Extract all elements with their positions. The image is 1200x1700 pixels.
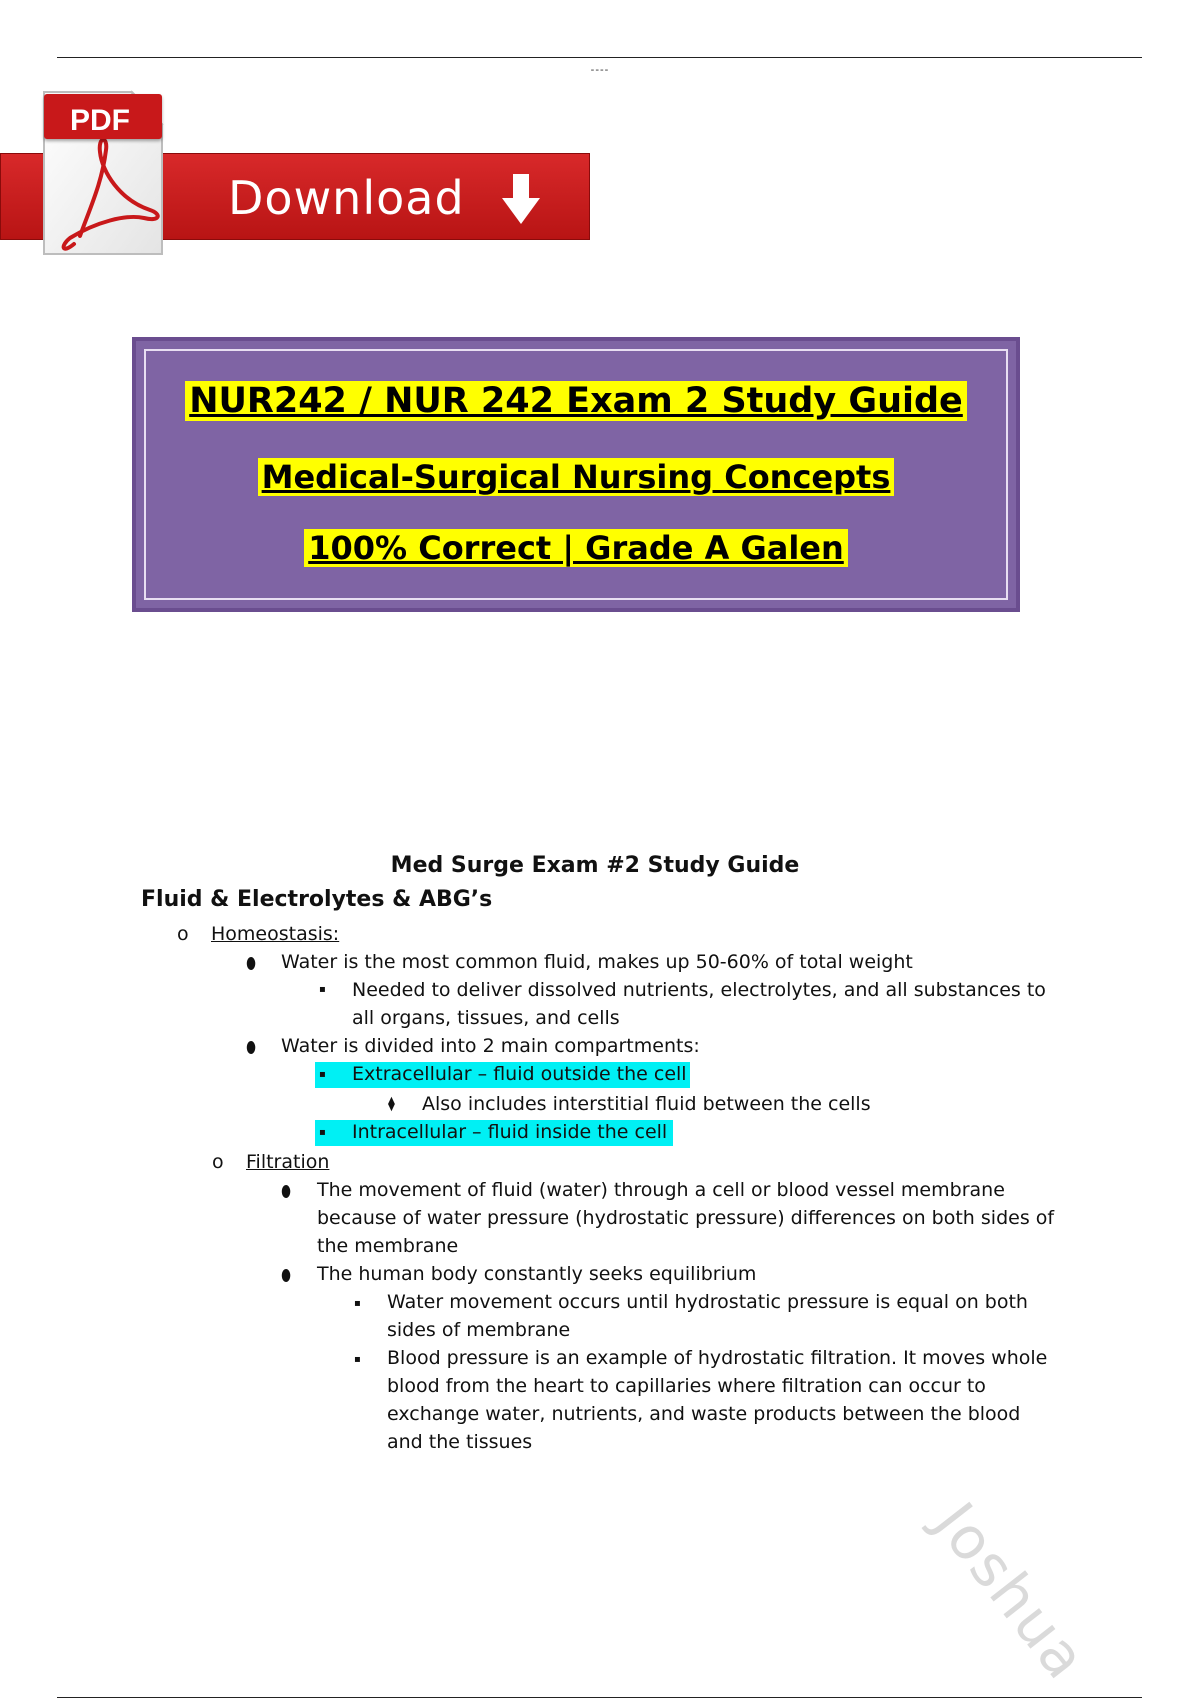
top-rule: [57, 57, 1142, 58]
square-bullet-icon: ▪: [354, 1298, 361, 1309]
bullet-icon: ⬮: [246, 954, 257, 973]
list-item: Also includes interstitial fluid between the cells: [422, 1093, 871, 1115]
bullet-icon: ⬮: [281, 1266, 292, 1285]
list-item: Blood pressure is an example of hydrostatic filtration. It moves whole: [387, 1347, 1048, 1369]
title-line-3: 100% Correct | Grade A Galen: [136, 529, 1016, 567]
list-item-continuation: all organs, tissues, and cells: [352, 1007, 620, 1029]
list-item: The movement of fluid (water) through a cell or blood vessel membrane: [317, 1179, 1005, 1201]
list-item-continuation: the membrane: [317, 1235, 459, 1257]
title-line-1: NUR242 / NUR 242 Exam 2 Study Guide: [136, 381, 1016, 421]
bottom-rule: [57, 1697, 1142, 1698]
title-box: [132, 337, 1020, 612]
pdf-label: PDF: [70, 104, 130, 137]
document-title: Med Surge Exam #2 Study Guide: [390, 853, 800, 878]
list-item-continuation: blood from the heart to capillaries where filtration can occur to: [387, 1375, 986, 1397]
section-heading: Fluid & Electrolytes & ABG’s: [141, 887, 493, 912]
list-item: Water is divided into 2 main compartments:: [281, 1035, 700, 1057]
square-bullet-icon: ▪: [319, 984, 326, 995]
list-item-continuation: because of water pressure (hydrostatic pressure) differences on both sides of: [317, 1207, 1055, 1229]
square-bullet-icon: ▪: [319, 1069, 326, 1080]
list-item: Water is the most common fluid, makes up 50-60% of total weight: [281, 951, 913, 973]
filtration-label: Filtration: [246, 1151, 330, 1173]
list-item-continuation: exchange water, nutrients, and waste products between the blood: [387, 1403, 1021, 1425]
diamond-bullet-icon: ⧫: [388, 1096, 395, 1112]
list-item: Water movement occurs until hydrostatic pressure is equal on both: [387, 1291, 1028, 1313]
page-marker: ----: [590, 64, 610, 76]
list-item: Intracellular – fluid inside the cell: [352, 1121, 668, 1143]
download-banner[interactable]: [0, 88, 595, 263]
list-item: Extracellular – fluid outside the cell: [352, 1063, 687, 1085]
pdf-badge: [44, 94, 162, 139]
watermark: Joshua: [921, 1490, 1101, 1693]
list-item: Needed to deliver dissolved nutrients, electrolytes, and all substances to: [352, 979, 1046, 1001]
square-bullet-icon: ▪: [319, 1127, 326, 1138]
list-item: The human body constantly seeks equilibrium: [317, 1263, 757, 1285]
outline-marker: o: [177, 923, 189, 945]
list-item-continuation: and the tissues: [387, 1431, 533, 1453]
list-item-continuation: sides of membrane: [387, 1319, 571, 1341]
bullet-icon: ⬮: [281, 1182, 292, 1201]
square-bullet-icon: ▪: [354, 1354, 361, 1365]
download-arrow-icon[interactable]: [500, 174, 542, 226]
title-line-2: Medical-Surgical Nursing Concepts: [136, 458, 1016, 496]
download-label[interactable]: Download: [228, 171, 465, 225]
bullet-icon: ⬮: [246, 1038, 257, 1057]
homeostasis-label: Homeostasis:: [211, 923, 340, 945]
pdf-file-icon: [40, 88, 165, 258]
outline-marker: o: [212, 1151, 224, 1173]
